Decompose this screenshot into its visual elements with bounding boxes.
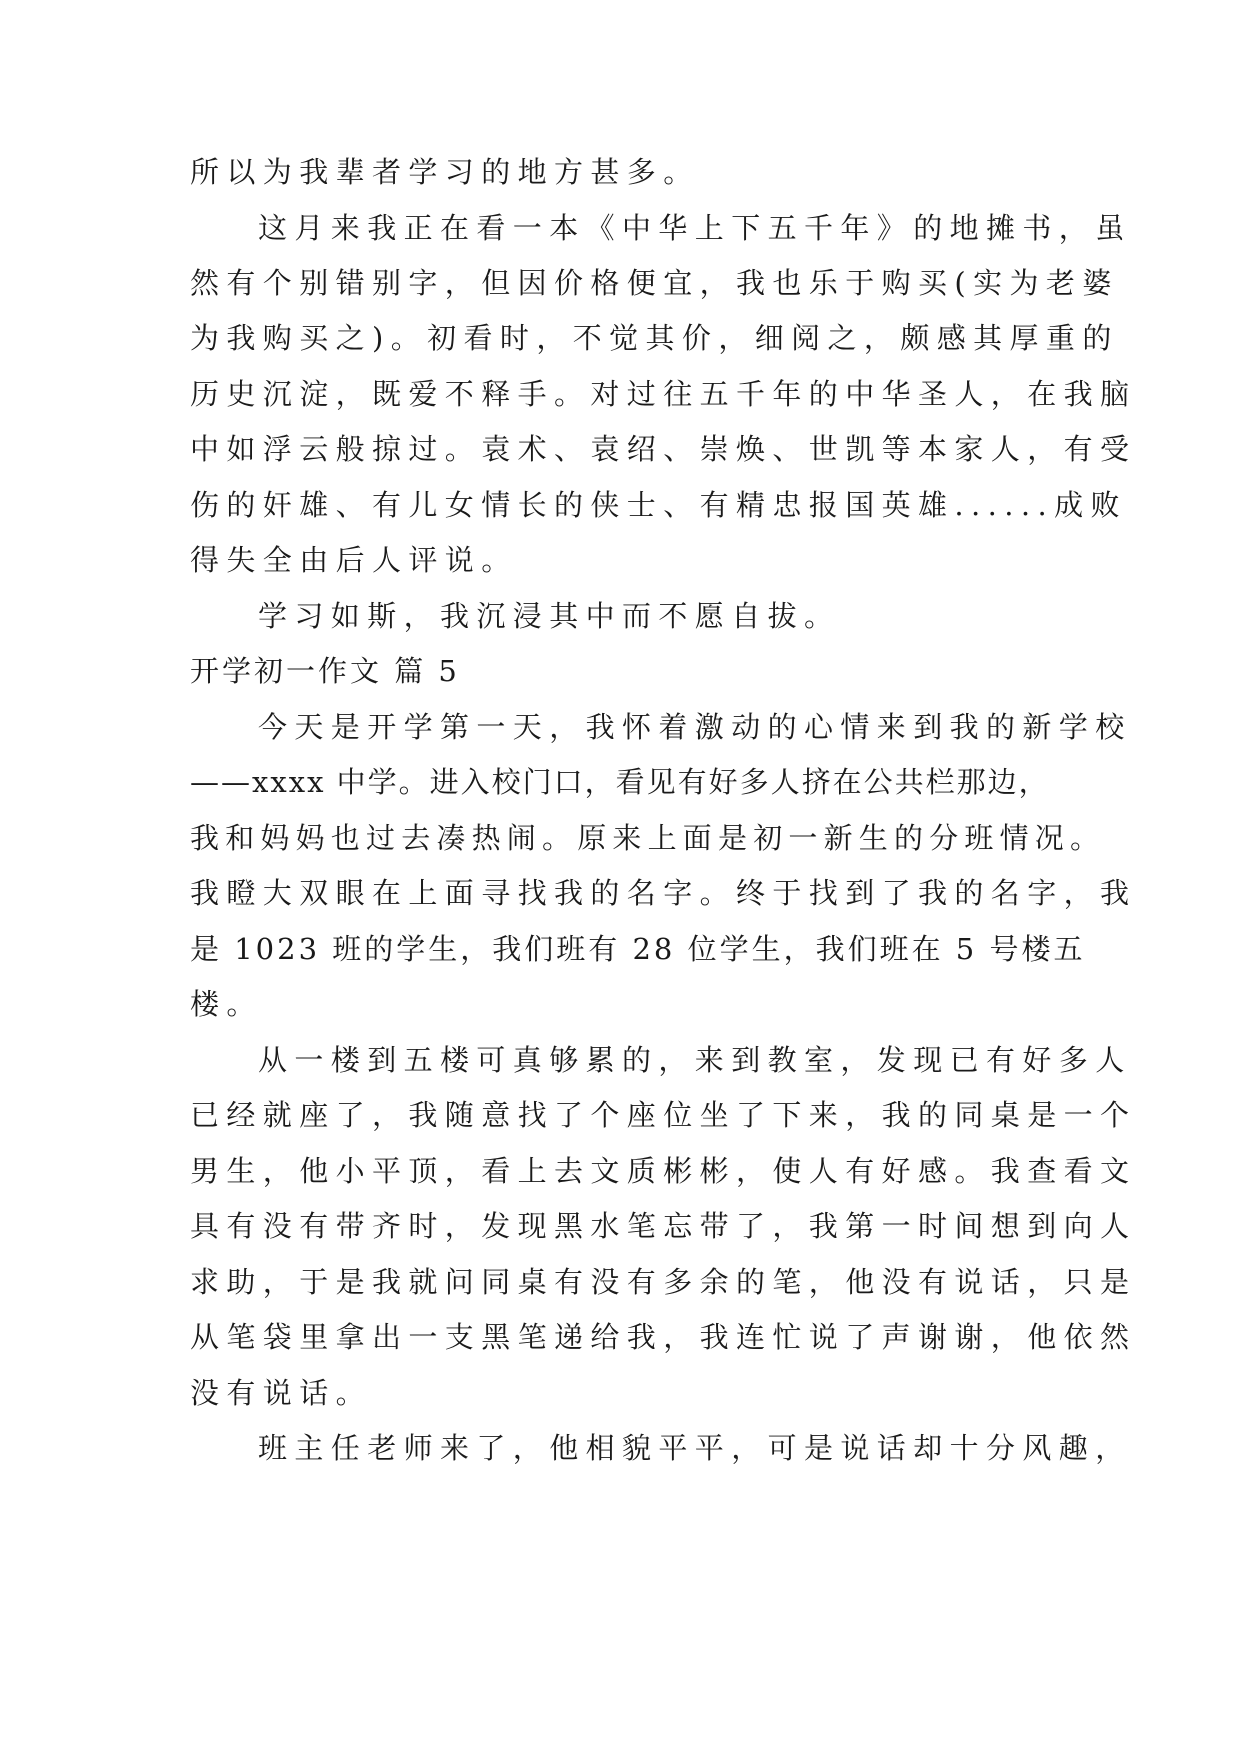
text-line: 已经就座了，我随意找了个座位坐了下来，我的同桌是一个 bbox=[190, 1098, 1137, 1132]
text-line: 楼。 bbox=[190, 987, 263, 1021]
paragraph-first-line: 这月来我正在看一本《中华上下五千年》的地摊书，虽 bbox=[258, 211, 1132, 245]
text-line: 历史沉淀，既爱不释手。对过往五千年的中华圣人，在我脑 bbox=[190, 377, 1137, 411]
text-line: 是 1023 班的学生，我们班有 28 位学生，我们班在 5 号楼五 bbox=[190, 932, 1086, 966]
text-line: 没有说话。 bbox=[190, 1376, 373, 1410]
text-line: 得失全由后人评说。 bbox=[190, 543, 518, 577]
paragraph-first-line: 学习如斯，我沉浸其中而不愿自拔。 bbox=[258, 599, 841, 633]
paragraph-first-line: 今天是开学第一天，我怀着激动的心情来到我的新学校 bbox=[258, 710, 1132, 744]
section-heading: 开学初一作文 篇 5 bbox=[190, 654, 460, 688]
text-line: 中如浮云般掠过。袁术、袁绍、崇焕、世凯等本家人，有受 bbox=[190, 432, 1137, 466]
text-line: 然有个别错别字，但因价格便宜，我也乐于购买(实为老婆 bbox=[190, 266, 1119, 300]
text-line: 所以为我辈者学习的地方甚多。 bbox=[190, 155, 700, 189]
text-line: 具有没有带齐时，发现黑水笔忘带了，我第一时间想到向人 bbox=[190, 1209, 1137, 1243]
text-line: ——xxxx 中学。进入校门口，看见有好多人挤在公共栏那边， bbox=[190, 765, 1050, 799]
text-line: 从笔袋里拿出一支黑笔递给我，我连忙说了声谢谢，他依然 bbox=[190, 1320, 1137, 1354]
text-line: 我瞪大双眼在上面寻找我的名字。终于找到了我的名字，我 bbox=[190, 876, 1137, 910]
text-line: 伤的奸雄、有儿女情长的侠士、有精忠报国英雄......成败 bbox=[190, 488, 1127, 522]
text-line: 为我购买之)。初看时，不觉其价，细阅之，颇感其厚重的 bbox=[190, 321, 1119, 355]
text-line: 男生，他小平顶，看上去文质彬彬，使人有好感。我查看文 bbox=[190, 1154, 1137, 1188]
text-line: 求助，于是我就问同桌有没有多余的笔，他没有说话，只是 bbox=[190, 1265, 1137, 1299]
text-line: 我和妈妈也过去凑热闹。原来上面是初一新生的分班情况。 bbox=[190, 821, 1106, 855]
paragraph-first-line: 班主任老师来了，他相貌平平，可是说话却十分风趣， bbox=[258, 1431, 1132, 1465]
paragraph-first-line: 从一楼到五楼可真够累的，来到教室，发现已有好多人 bbox=[258, 1043, 1132, 1077]
